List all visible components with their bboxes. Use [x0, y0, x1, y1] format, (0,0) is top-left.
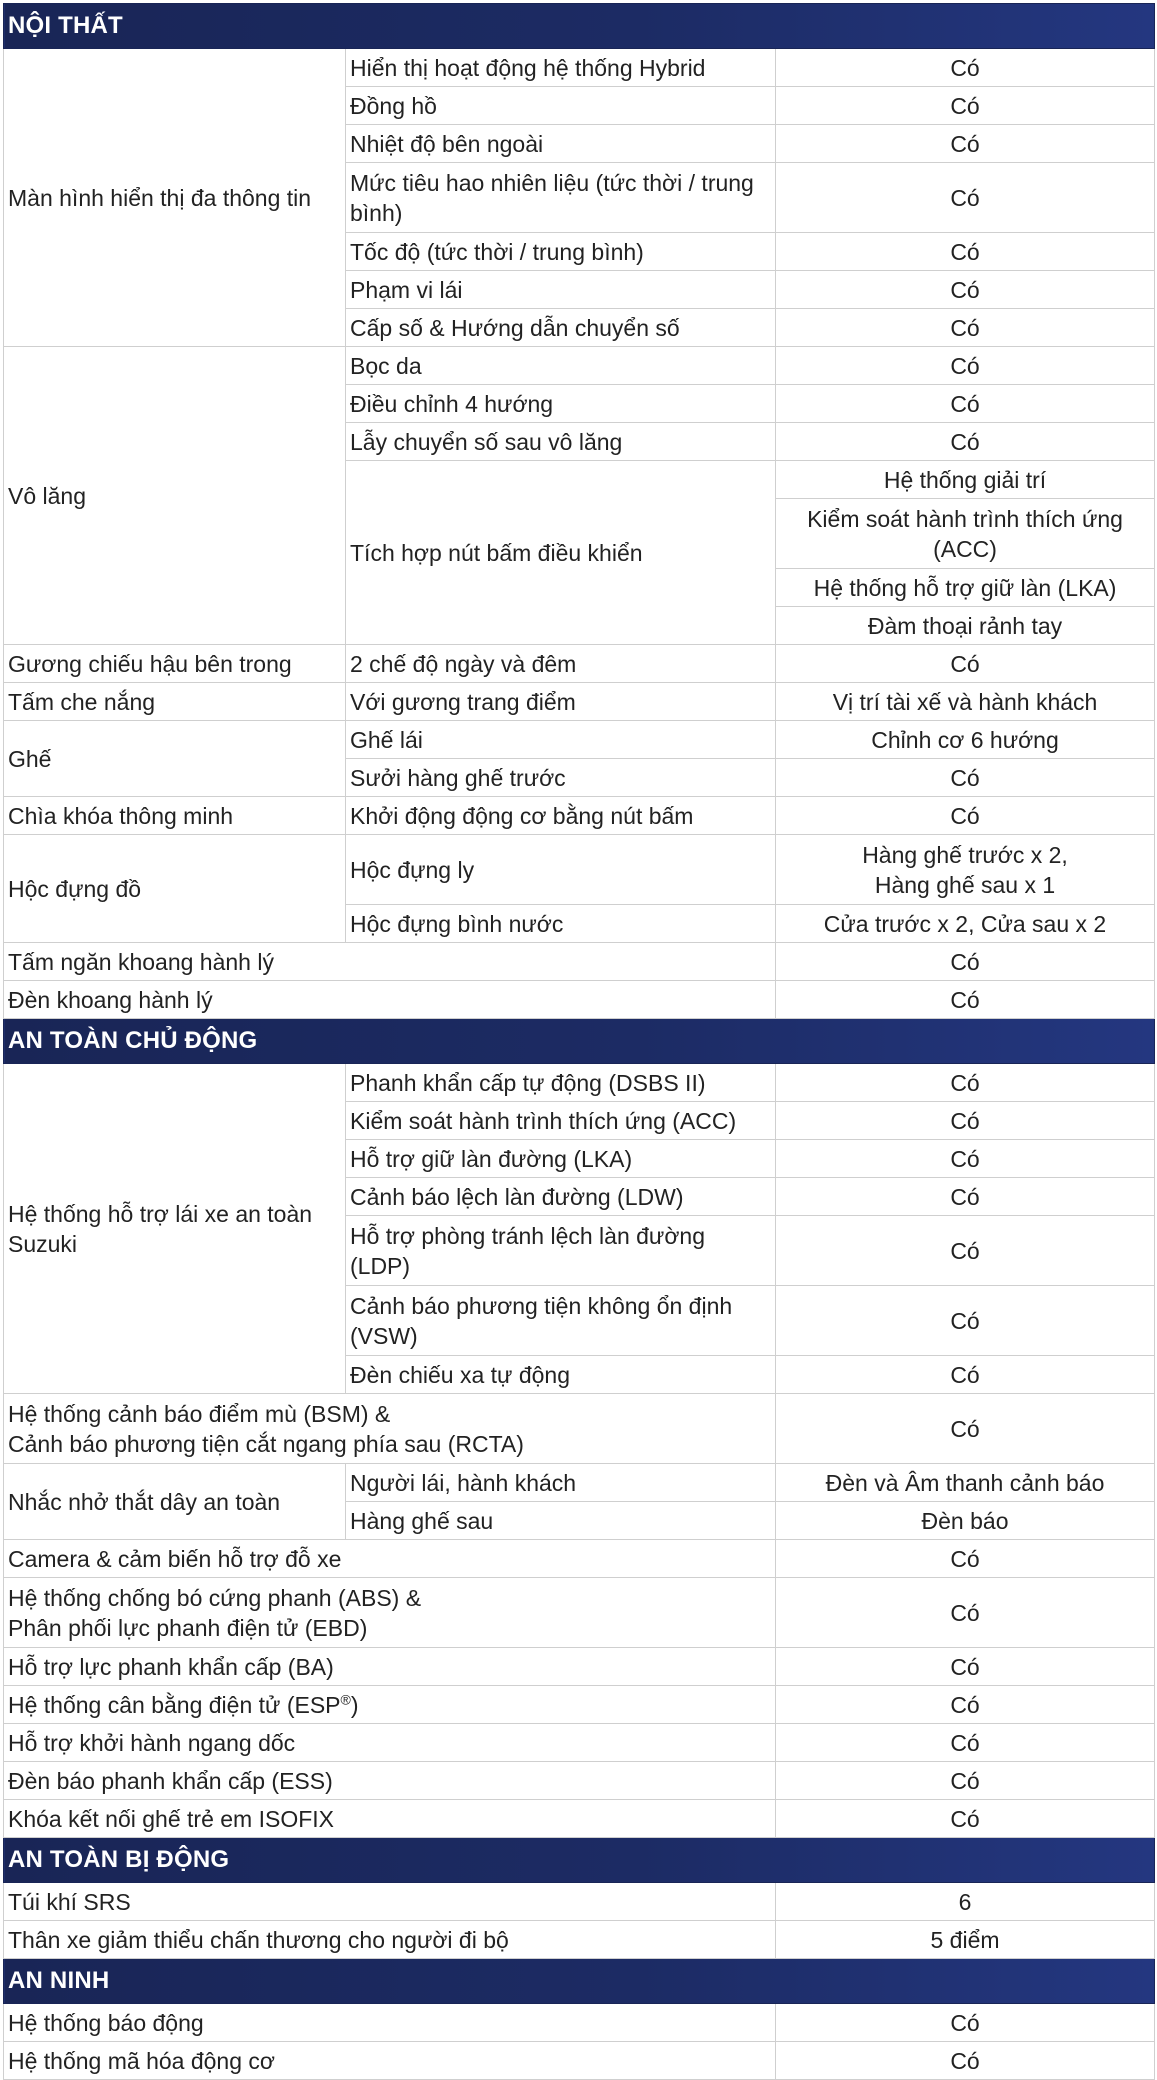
feature-value: Chỉnh cơ 6 hướng: [776, 721, 1155, 759]
feature-value: Có: [776, 423, 1155, 461]
feature-text-close: ): [350, 1691, 359, 1718]
feature-name: Nhắc nhở thắt dây an toàn: [4, 1464, 346, 1540]
table-row: [4, 49, 1155, 87]
section-header-interior: [4, 4, 1155, 49]
table-row: [4, 1883, 1155, 1921]
table-row: [4, 1921, 1155, 1959]
feature-name: Hệ thống báo động: [4, 2004, 776, 2042]
table-row: [4, 835, 1155, 905]
sub-feature: Tích hợp nút bấm điều khiển: [346, 461, 776, 645]
table-row: [4, 1686, 1155, 1724]
feature-name: Tấm che nắng: [4, 683, 346, 721]
feature-value: Có: [776, 1648, 1155, 1686]
sub-feature: Điều chỉnh 4 hướng: [346, 385, 776, 423]
feature-name: Vô lăng: [4, 347, 346, 645]
sub-feature: Hộc đựng ly: [346, 835, 776, 905]
table-row: [4, 347, 1155, 385]
feature-value: Có: [776, 943, 1155, 981]
feature-value: Hệ thống hỗ trợ giữ làn (LKA): [776, 569, 1155, 607]
feature-value: Có: [776, 797, 1155, 835]
feature-name: [4, 1686, 776, 1724]
feature-name: [4, 1394, 776, 1464]
table-row: [4, 797, 1155, 835]
feature-line: Phân phối lực phanh điện tử (EBD): [8, 1614, 368, 1641]
table-row: [4, 1540, 1155, 1578]
feature-value: 6: [776, 1883, 1155, 1921]
feature-value: Có: [776, 1064, 1155, 1102]
feature-value: Có: [776, 1540, 1155, 1578]
feature-value: Có: [776, 2004, 1155, 2042]
feature-value: Có: [776, 1140, 1155, 1178]
feature-value: Có: [776, 1102, 1155, 1140]
table-row: [4, 645, 1155, 683]
feature-value: Có: [776, 1216, 1155, 1286]
feature-name: Đèn báo phanh khẩn cấp (ESS): [4, 1762, 776, 1800]
feature-name: Hộc đựng đồ: [4, 835, 346, 943]
sub-feature: Phanh khẩn cấp tự động (DSBS II): [346, 1064, 776, 1102]
table-row: [4, 2004, 1155, 2042]
feature-name: Đèn khoang hành lý: [4, 981, 776, 1019]
feature-value: Có: [776, 2042, 1155, 2080]
feature-value: Có: [776, 233, 1155, 271]
sub-feature: Sưởi hàng ghế trước: [346, 759, 776, 797]
table-row: [4, 1578, 1155, 1648]
value-line: Hàng ghế sau x 1: [874, 871, 1056, 898]
sub-feature: Bọc da: [346, 347, 776, 385]
feature-name: Khóa kết nối ghế trẻ em ISOFIX: [4, 1800, 776, 1838]
feature-line: Hệ thống chống bó cứng phanh (ABS) &: [8, 1584, 422, 1611]
specification-table: [3, 3, 1155, 2080]
sub-feature: Nhiệt độ bên ngoài: [346, 125, 776, 163]
feature-value: Đèn báo: [776, 1502, 1155, 1540]
feature-value: Có: [776, 1394, 1155, 1464]
feature-value: Có: [776, 163, 1155, 233]
feature-value: Có: [776, 49, 1155, 87]
section-header-security: [4, 1959, 1155, 2004]
feature-name: Hỗ trợ khởi hành ngang dốc: [4, 1724, 776, 1762]
sub-feature: Cảnh báo phương tiện không ổn định (VSW): [346, 1286, 776, 1356]
feature-value: Hệ thống giải trí: [776, 461, 1155, 499]
sub-feature: Hàng ghế sau: [346, 1502, 776, 1540]
section-title: AN TOÀN CHỦ ĐỘNG: [4, 1019, 1155, 1064]
feature-value: Có: [776, 271, 1155, 309]
sub-feature: Hiển thị hoạt động hệ thống Hybrid: [346, 49, 776, 87]
feature-value: Có: [776, 981, 1155, 1019]
sub-feature: Đèn chiếu xa tự động: [346, 1356, 776, 1394]
feature-name: Hệ thống hỗ trợ lái xe an toàn Suzuki: [4, 1064, 346, 1394]
feature-value: Kiểm soát hành trình thích ứng (ACC): [776, 499, 1155, 569]
sub-feature: Ghế lái: [346, 721, 776, 759]
feature-value: Có: [776, 347, 1155, 385]
feature-value: Đèn và Âm thanh cảnh báo: [776, 1464, 1155, 1502]
sub-feature: Đồng hồ: [346, 87, 776, 125]
sub-feature: Khởi động động cơ bằng nút bấm: [346, 797, 776, 835]
section-header-passive-safety: [4, 1838, 1155, 1883]
feature-value: Có: [776, 1724, 1155, 1762]
feature-name: Hệ thống mã hóa động cơ: [4, 2042, 776, 2080]
section-title: AN TOÀN BỊ ĐỘNG: [4, 1838, 1155, 1883]
section-title: NỘI THẤT: [4, 4, 1155, 49]
feature-value: Có: [776, 1686, 1155, 1724]
feature-text: Hệ thống cân bằng điện tử (ESP: [8, 1691, 341, 1718]
sub-feature: Kiểm soát hành trình thích ứng (ACC): [346, 1102, 776, 1140]
table-row: [4, 1394, 1155, 1464]
table-row: [4, 981, 1155, 1019]
sub-feature: Cảnh báo lệch làn đường (LDW): [346, 1178, 776, 1216]
feature-value: Có: [776, 1356, 1155, 1394]
feature-line: Cảnh báo phương tiện cắt ngang phía sau (RCTA): [8, 1430, 524, 1457]
sub-feature: Lẫy chuyển số sau vô lăng: [346, 423, 776, 461]
feature-value: Có: [776, 645, 1155, 683]
feature-name: [4, 1578, 776, 1648]
sub-feature: Hộc đựng bình nước: [346, 905, 776, 943]
sub-feature: 2 chế độ ngày và đêm: [346, 645, 776, 683]
table-row: [4, 1464, 1155, 1502]
feature-value: Vị trí tài xế và hành khách: [776, 683, 1155, 721]
feature-value: Có: [776, 1800, 1155, 1838]
feature-name: Gương chiếu hậu bên trong: [4, 645, 346, 683]
table-row: [4, 943, 1155, 981]
sub-feature: Cấp số & Hướng dẫn chuyển số: [346, 309, 776, 347]
sub-feature: Hỗ trợ phòng tránh lệch làn đường (LDP): [346, 1216, 776, 1286]
feature-name: Túi khí SRS: [4, 1883, 776, 1921]
sub-feature: Phạm vi lái: [346, 271, 776, 309]
feature-name: Chìa khóa thông minh: [4, 797, 346, 835]
value-line: Hàng ghế trước x 2,: [862, 841, 1068, 868]
feature-value: [776, 835, 1155, 905]
feature-name: Camera & cảm biến hỗ trợ đỗ xe: [4, 1540, 776, 1578]
feature-name: Ghế: [4, 721, 346, 797]
feature-value: Có: [776, 759, 1155, 797]
table-row: [4, 2042, 1155, 2080]
feature-line: Hệ thống cảnh báo điểm mù (BSM) &: [8, 1400, 391, 1427]
table-row: [4, 1762, 1155, 1800]
table-row: [4, 1724, 1155, 1762]
feature-value: Có: [776, 125, 1155, 163]
feature-value: Có: [776, 1762, 1155, 1800]
feature-name: Tấm ngăn khoang hành lý: [4, 943, 776, 981]
feature-value: Có: [776, 87, 1155, 125]
table-row: [4, 721, 1155, 759]
feature-value: Có: [776, 1286, 1155, 1356]
feature-value: Có: [776, 1578, 1155, 1648]
sub-feature: Mức tiêu hao nhiên liệu (tức thời / trung bình): [346, 163, 776, 233]
feature-value: Có: [776, 309, 1155, 347]
feature-value: 5 điểm: [776, 1921, 1155, 1959]
registered-mark: ®: [340, 1690, 351, 1707]
table-row: [4, 683, 1155, 721]
feature-name: Thân xe giảm thiểu chấn thương cho người đi bộ: [4, 1921, 776, 1959]
feature-name: Hỗ trợ lực phanh khẩn cấp (BA): [4, 1648, 776, 1686]
sub-feature: Hỗ trợ giữ làn đường (LKA): [346, 1140, 776, 1178]
section-title: AN NINH: [4, 1959, 1155, 2004]
feature-name: Màn hình hiển thị đa thông tin: [4, 49, 346, 347]
feature-value: Cửa trước x 2, Cửa sau x 2: [776, 905, 1155, 943]
feature-value: Có: [776, 1178, 1155, 1216]
table-row: [4, 1648, 1155, 1686]
sub-feature: Người lái, hành khách: [346, 1464, 776, 1502]
sub-feature: Tốc độ (tức thời / trung bình): [346, 233, 776, 271]
feature-value: Có: [776, 385, 1155, 423]
table-row: [4, 1800, 1155, 1838]
section-header-active-safety: [4, 1019, 1155, 1064]
feature-value: Đàm thoại rảnh tay: [776, 607, 1155, 645]
table-row: [4, 1064, 1155, 1102]
sub-feature: Với gương trang điểm: [346, 683, 776, 721]
